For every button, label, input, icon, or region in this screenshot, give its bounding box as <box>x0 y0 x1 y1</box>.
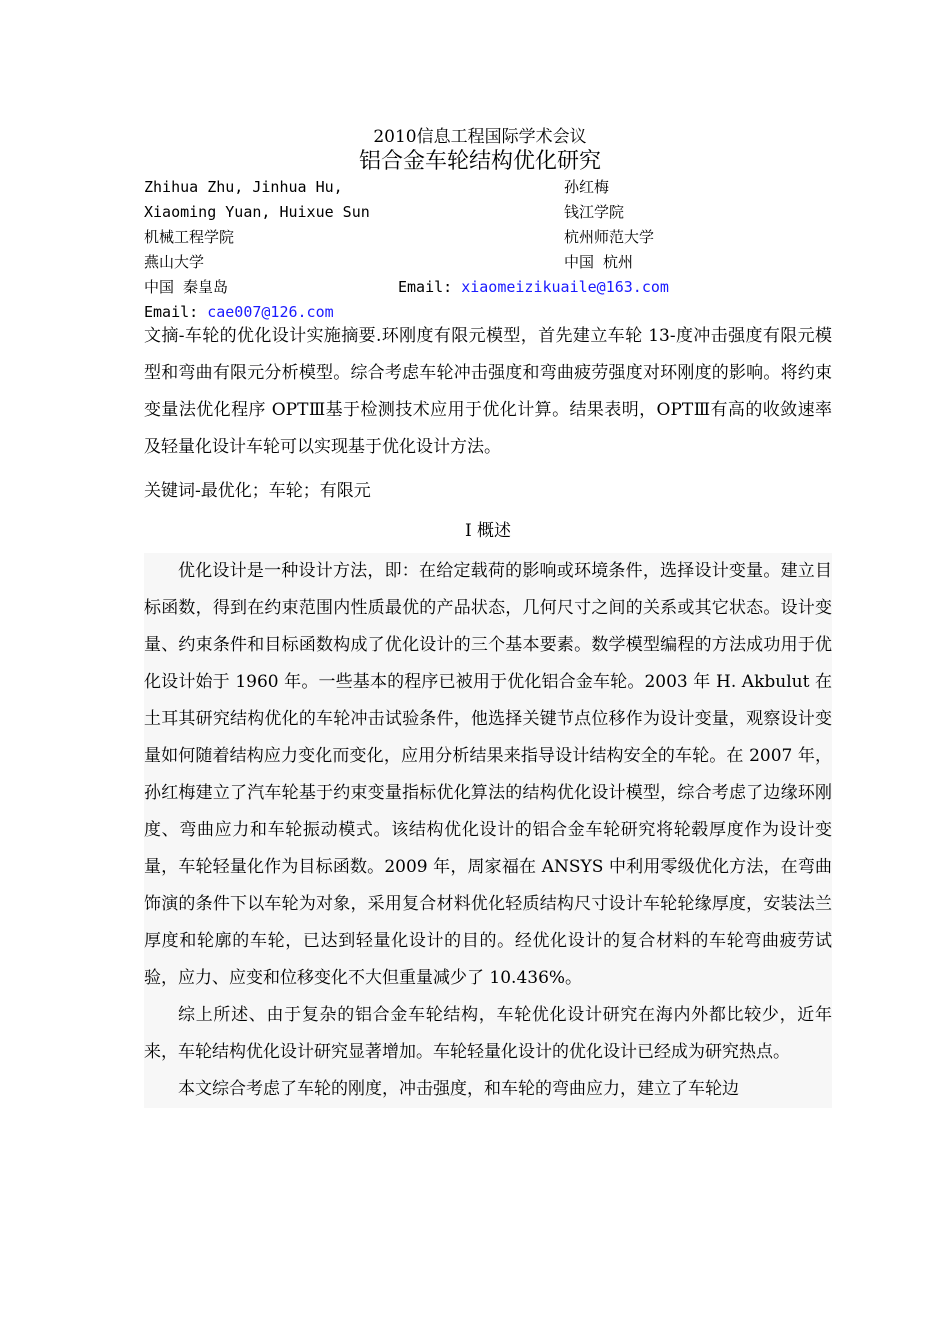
paragraph: 优化设计是一种设计方法，即：在给定载荷的影响或环境条件，选择设计变量。建立目标函数，得到在约束范围内性质最优的产品状态，几何尺寸之间的关系或其它状态。设计变量、约束条件和目标函数构成了优化设计的三个基本要素。数学模型编程的方法成功用于优化设计始于 1960 年。一些基本的程序已被用于优化铝合金车轮。2003 年 H. Akbulut 在土耳其研究结构优化的车轮冲击试验条件，他选择关键节点位移作为设计变量，观察设计变量如何随着结构应力变化而变化，应用分析结果来指导设计结构安全的车轮。在 2007 年，孙红梅建立了汽车轮基于约束变量指标优化算法的结构优化设计模型，综合考虑了边缘环刚度、弯曲应力和车轮振动模式。该结构优化设计的铝合金车轮研究将轮毂厚度作为设计变量，车轮轻量化作为目标函数。2009 年，周家福在 ANSYS 中利用零级优化方法，在弯曲饰演的条件下以车轮为对象，采用复合材料优化轻质结构尺寸设计车轮轮缘厚度，安装法兰厚度和轮廓的车轮，已达到轻量化设计的目的。经优化设计的复合材料的车轮弯曲疲劳试验，应力、应变和位移变化不大但重量减少了 10.436%。 <box>144 561 832 988</box>
keywords: 关键词-最优化；车轮；有限元 <box>144 481 371 501</box>
affiliation-city: 中国 秦皇岛 <box>144 278 229 296</box>
author-right-name: 孙红梅 <box>564 178 610 196</box>
email-label: Email: <box>398 278 462 296</box>
author-right-college: 钱江学院 <box>564 203 625 221</box>
conference-name: 2010信息工程国际学术会议 <box>373 127 587 147</box>
paragraph: 综上所述、由于复杂的铝合金车轮结构，车轮优化设计研究在海内外都比较少，近年来，车轮结构优化设计研究显著增加。车轮轻量化设计的优化设计已经成为研究热点。 <box>144 1005 832 1062</box>
section-heading: I 概述 <box>464 521 512 541</box>
email-label: Email: <box>144 303 208 321</box>
email-link-left[interactable]: cae007@126.com <box>207 303 334 321</box>
email-link-right[interactable]: xiaomeizikuaile@163.com <box>461 278 669 296</box>
paragraph: 本文综合考虑了车轮的刚度，冲击强度，和车轮的弯曲应力，建立了车轮边 <box>178 1079 739 1099</box>
paper-title: 铝合金车轮结构优化研究 <box>358 149 601 174</box>
author-line-1: Zhihua Zhu, Jinhua Hu, <box>144 178 343 196</box>
affiliation-dept: 机械工程学院 <box>144 228 235 246</box>
author-line-2: Xiaoming Yuan, Huixue Sun <box>144 203 370 221</box>
intro-body <box>144 553 832 1108</box>
email-right-line <box>398 277 669 297</box>
author-right-city: 中国 杭州 <box>564 253 634 271</box>
affiliation-univ: 燕山大学 <box>144 253 205 271</box>
abstract: 文摘-车轮的优化设计实施摘要.环刚度有限元模型，首先建立车轮 13-度冲击强度有限元模型和弯曲有限元分析模型。综合考虑车轮冲击强度和弯曲疲劳强度对环刚度的影响。将约束变量法优化程序 OPTⅢ基于检测技术应用于优化计算。结果表明，OPTⅢ有高的收敛速率及轻量化设计车轮可以实现基于优化设计方法。 <box>144 326 832 457</box>
author-right-univ: 杭州师范大学 <box>564 228 655 246</box>
